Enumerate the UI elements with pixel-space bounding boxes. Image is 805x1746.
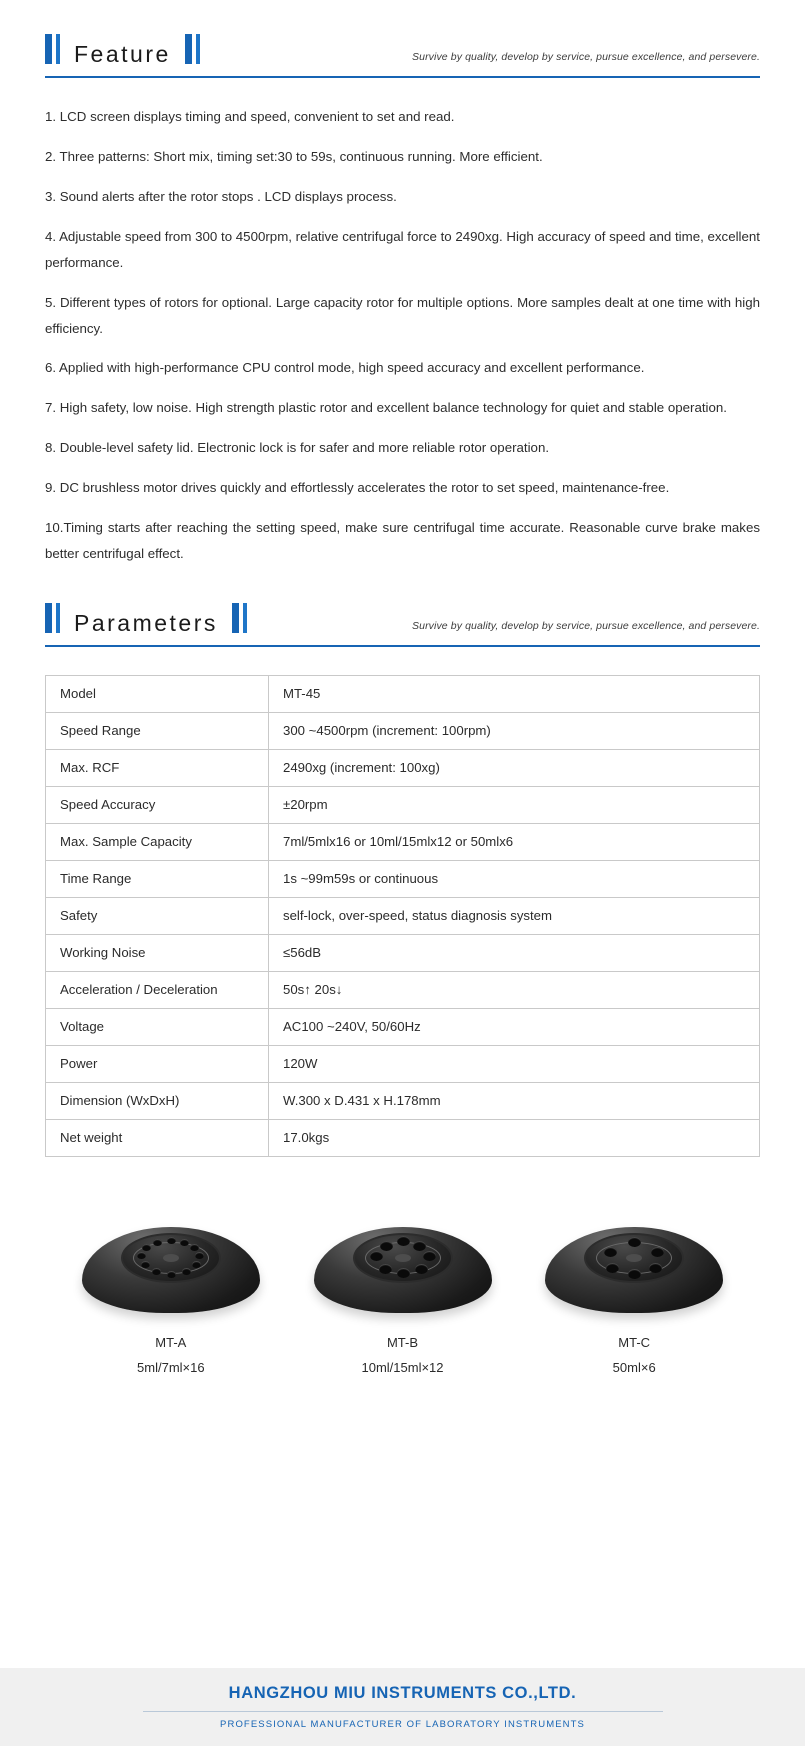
param-value: AC100 ~240V, 50/60Hz [269,1008,760,1045]
param-key: Speed Range [46,712,269,749]
rotor-name: MT-A [155,1334,187,1350]
param-value: 300 ~4500rpm (increment: 100rpm) [269,712,760,749]
param-value: 2490xg (increment: 100xg) [269,749,760,786]
footer-tagline: PROFESSIONAL MANUFACTURER OF LABORATORY INSTRUMENTS [220,1719,585,1730]
rotor-spec: 50ml×6 [612,1359,656,1375]
feature-item: 4. Adjustable speed from 300 to 4500rpm, relative centrifugal force to 2490xg. High accuracy of speed and time, excellent performance. [45,228,760,270]
feature-list [45,104,760,567]
param-value: 120W [269,1045,760,1082]
parameters-table-wrap [45,675,760,1157]
table-row [46,1082,760,1119]
param-key: Power [46,1045,269,1082]
page-footer [0,1668,805,1746]
feature-item: 2. Three patterns: Short mix, timing set:30 to 59s, continuous running. More efficient. [45,148,543,164]
param-key: Model [46,675,269,712]
footer-company-name: HANGZHOU MIU INSTRUMENTS CO.,LTD. [228,1684,577,1702]
decorative-bars-right-icon [185,34,200,64]
decorative-bars-left-icon [45,34,60,64]
rotor-item [518,1191,750,1380]
param-key: Working Noise [46,934,269,971]
param-value: 7ml/5mlx16 or 10ml/15mlx12 or 50mlx6 [269,823,760,860]
rotor-image-mt-b [287,1191,519,1321]
decorative-bars-left-icon [45,603,60,633]
feature-item: 9. DC brushless motor drives quickly and effortlessly accelerates the rotor to set speed, maintenance-free. [45,480,670,496]
decorative-bars-right-icon [232,603,247,633]
rotor-name: MT-B [386,1334,419,1350]
parameters-header-divider [45,645,760,647]
param-value: ≤56dB [269,934,760,971]
feature-item: 3. Sound alerts after the rotor stops . LCD displays process. [45,188,397,204]
table-row [46,934,760,971]
feature-item: 7. High safety, low noise. High strength plastic rotor and excellent balance technology for quiet and stable operation. [45,400,727,416]
table-row [46,786,760,823]
param-value: self-lock, over-speed, status diagnosis system [269,897,760,934]
param-value: W.300 x D.431 x H.178mm [269,1082,760,1119]
param-key: Max. RCF [46,749,269,786]
table-row [46,1008,760,1045]
param-key: Acceleration / Deceleration [46,971,269,1008]
parameters-section-header [45,567,760,647]
feature-item: 8. Double-level safety lid. Electronic lock is for safer and more reliable rotor operation. [45,440,550,456]
param-key: Speed Accuracy [46,786,269,823]
table-row [46,1119,760,1156]
feature-item: 10.Timing starts after reaching the setting speed, make sure centrifugal time accurate. Reasonable curve brake makes better centrifugal effect. [45,520,760,562]
table-row [46,897,760,934]
footer-divider [143,1711,663,1712]
rotor-image-mt-a [55,1191,287,1321]
rotor-item [55,1191,287,1380]
feature-header-divider [45,76,760,78]
param-key: Time Range [46,860,269,897]
param-key: Max. Sample Capacity [46,823,269,860]
param-key: Dimension (WxDxH) [46,1082,269,1119]
param-key: Safety [46,897,269,934]
rotor-item [287,1191,519,1380]
table-row [46,971,760,1008]
feature-item: 6. Applied with high-performance CPU control mode, high speed accuracy and excellent performance. [45,360,645,376]
param-key: Voltage [46,1008,269,1045]
param-value: ±20rpm [269,786,760,823]
parameters-section-title: Parameters [74,609,218,636]
feature-section-header [45,0,760,78]
rotor-spec: 5ml/7ml×16 [137,1359,205,1375]
param-value: MT-45 [269,675,760,712]
param-value: 17.0kgs [269,1119,760,1156]
feature-section-title: Feature [74,41,171,67]
parameters-table [45,675,760,1157]
feature-section-slogan: Survive by quality, develop by service, pursue excellence, and persevere. [412,51,760,63]
rotor-name: MT-C [618,1334,651,1350]
rotor-image-mt-c [518,1191,750,1321]
table-row [46,1045,760,1082]
table-row [46,712,760,749]
feature-item: 1. LCD screen displays timing and speed, convenient to set and read. [45,109,455,124]
table-row [46,749,760,786]
table-row [46,823,760,860]
table-row [46,675,760,712]
param-value: 1s ~99m59s or continuous [269,860,760,897]
param-key: Net weight [46,1119,269,1156]
rotor-gallery [45,1191,760,1380]
rotor-spec: 10ml/15ml×12 [361,1359,444,1375]
parameters-section-slogan: Survive by quality, develop by service, pursue excellence, and persevere. [412,619,760,632]
param-value: 50s↑ 20s↓ [269,971,760,1008]
table-row [46,860,760,897]
feature-item: 5. Different types of rotors for optional. Large capacity rotor for multiple options. More samples dealt at one time with high efficiency. [45,294,760,336]
